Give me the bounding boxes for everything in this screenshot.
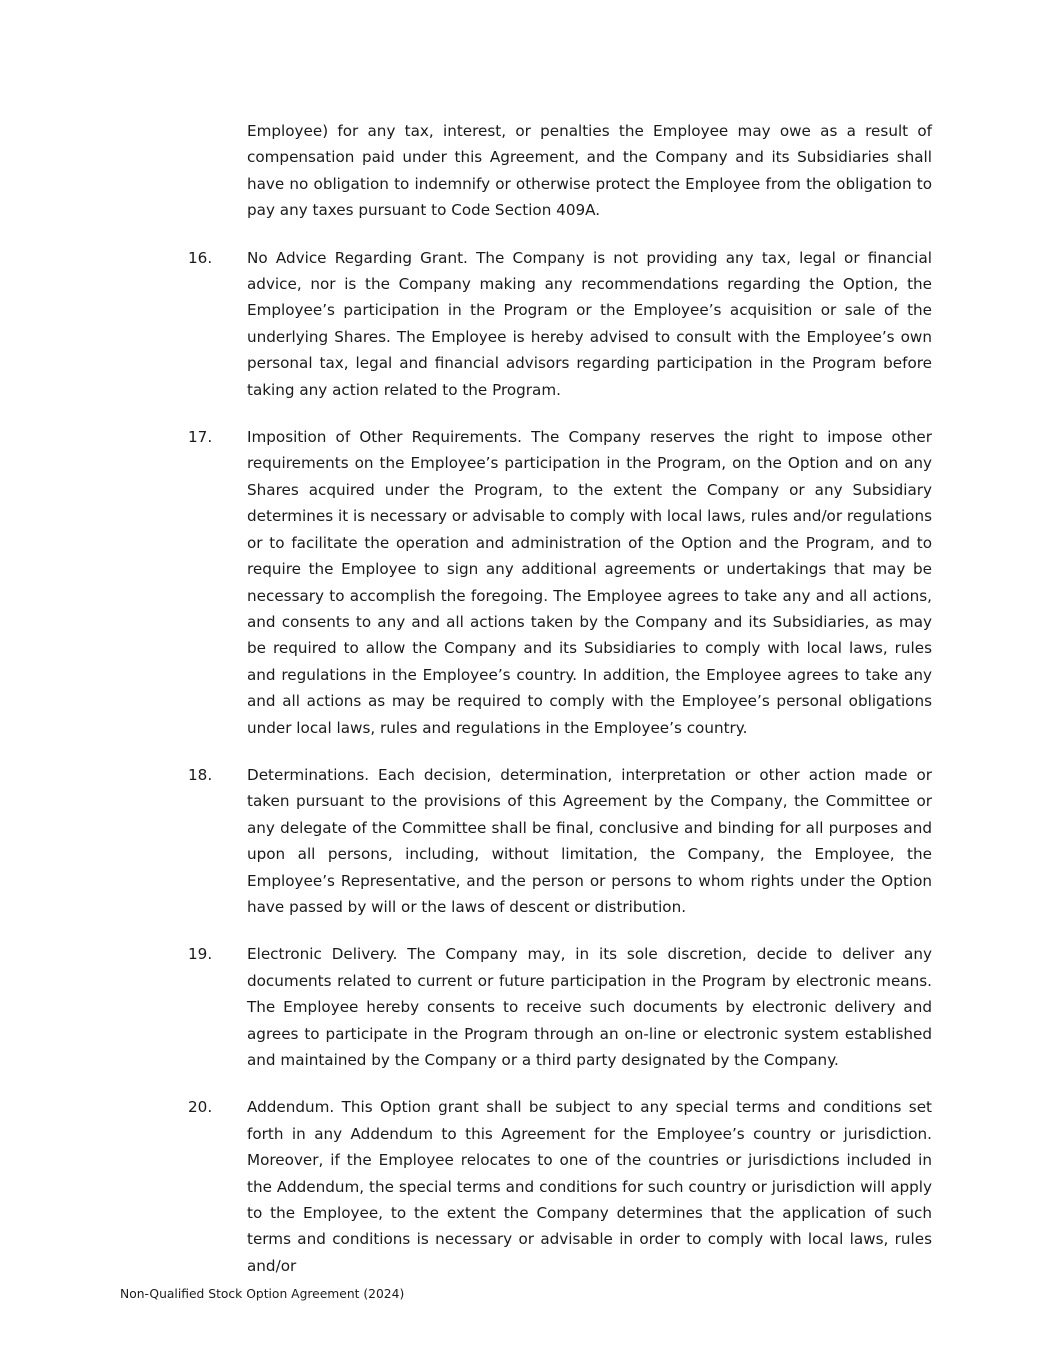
clause-number: 18. — [188, 765, 213, 784]
clause-text — [247, 1094, 932, 1279]
clause-content: The Company reserves the right to impose other requirements on the Employee’s participation in the Program, on the Option and on any Shares acquired under the Program, to the extent the Company or any Subsidiary determines it is necessary or advisable to comply with local laws, rules and/or regulations or to facilitate the operation and administration of the Option and the Program, and to require the Employee to sign any additional agreements or undertakings that may be necessary to accomplish the foregoing. The Employee agrees to take any and all actions, and consents to any and all actions taken by the Company and its Subsidiaries, as may be required to allow the Company and its Subsidiaries to comply with local laws, rules and regulations in the Employee’s country. In addition, the Employee agrees to take any and all actions as may be required to comply with the Employee’s personal obligations under local laws, rules and regulations in the Employee’s country. — [247, 428, 932, 737]
clause-title: Addendum. — [247, 1098, 335, 1117]
clause-content: This Option grant shall be subject to any special terms and conditions set forth in any Addendum to this Agreement for the Employee’s country or jurisdiction. Moreover, if the Employee relocates to one of the countries or jurisdictions included in the Addendum, the special terms and conditions for such country or jurisdiction will apply to the Employee, to the extent the Company determines that the application of such terms and conditions is necessary or advisable in order to comply with local laws, rules and/or — [247, 1098, 932, 1275]
clause-19 — [0, 941, 1055, 1073]
clause-18 — [0, 762, 1055, 920]
clause-title: Determinations. — [247, 765, 370, 784]
clause-text — [247, 762, 932, 920]
clause-content: Each decision, determination, interpretation or other action made or taken pursuant to the provisions of this Agreement by the Company, the Committee or any delegate of the Committee shall be final, conclusive and binding for all purposes and upon all persons, including, without limitation, the Company, the Employee, the Employee’s Representative, and the person or persons to whom rights under the Option have passed by will or the laws of descent or distribution. — [247, 765, 932, 916]
clause-text — [247, 424, 932, 741]
clause-text — [247, 245, 932, 403]
clause-20 — [0, 1094, 1055, 1279]
clause-number: 19. — [188, 945, 213, 964]
clause-title: Imposition of Other Requirements. — [247, 428, 522, 447]
page-footer: Non-Qualified Stock Option Agreement (2024) — [120, 1287, 405, 1301]
clause-16 — [0, 245, 1055, 403]
lead-paragraph: Employee) for any tax, interest, or penalties the Employee may owe as a result of compensation paid under this Agreement, and the Company and its Subsidiaries shall have no obligation to indemnify or otherwise protect the Employee from the obligation to pay any taxes pursuant to Code Section 409A. — [247, 122, 932, 220]
clause-17 — [0, 424, 1055, 741]
clause-text — [247, 941, 932, 1073]
clause-title: No Advice Regarding Grant. — [247, 248, 468, 267]
clause-number: 20. — [188, 1098, 213, 1117]
document-body — [0, 118, 1055, 1279]
clause-content: The Company is not providing any tax, legal or financial advice, nor is the Company making any recommendations regarding the Option, the Employee’s participation in the Program or the Employee’s acquisition or sale of the underlying Shares. The Employee is hereby advised to consult with the Employee’s own personal tax, legal and financial advisors regarding participation in the Program before taking any action related to the Program. — [247, 248, 932, 399]
clause-number: 16. — [188, 248, 213, 267]
clause-title: Electronic Delivery. — [247, 945, 398, 964]
clause-content: The Company may, in its sole discretion, decide to deliver any documents related to current or future participation in the Program by electronic means. The Employee hereby consents to receive such documents by electronic delivery and agrees to participate in the Program through an on-line or electronic system established and maintained by the Company or a third party designated by the Company. — [247, 945, 932, 1069]
clause-number: 17. — [188, 428, 213, 447]
